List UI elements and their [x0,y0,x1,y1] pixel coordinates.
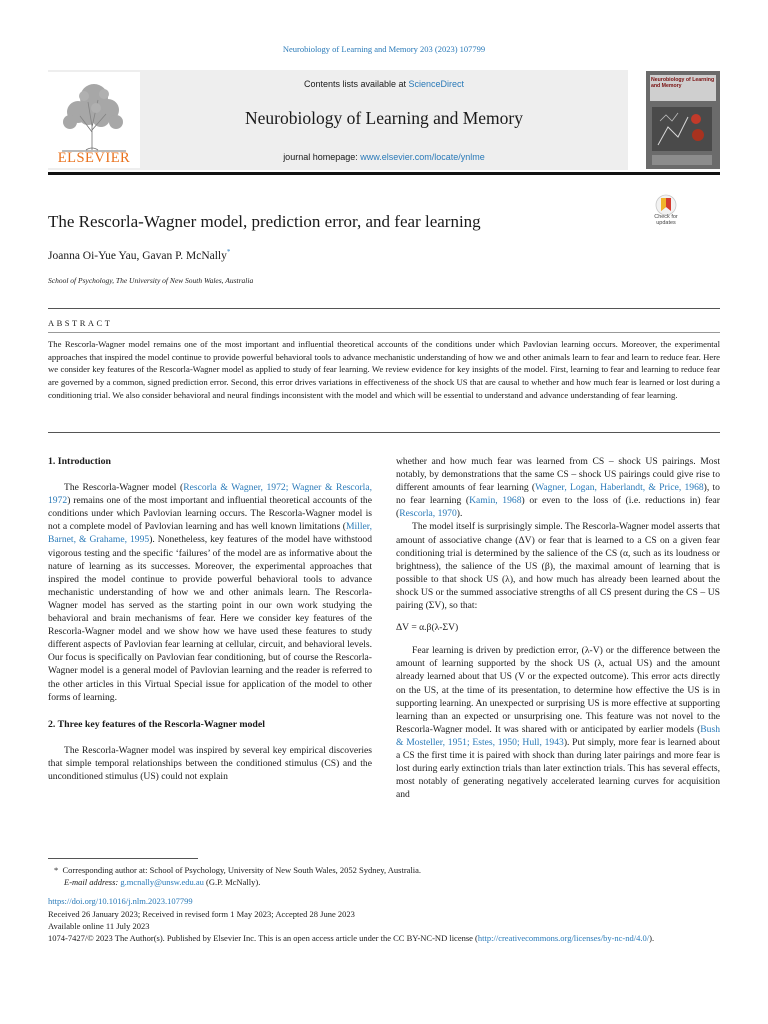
cover-image [652,107,712,151]
license-statement: 1074-7427/© 2023 The Author(s). Published by Elsevier Inc. This is an open access article under the CC BY-NC-ND license (http://creativecommons.org/licenses/by-nc-nd/4.0/). [48,933,655,944]
right-paragraph-2: The model itself is surprisingly simple. The Rescorla-Wagner model asserts that amount of associative change (ΔV) or fear that is learned to a CS on a given fear conditioning trial is determined by the salience of the CS (α, such as its loudness or brightness), the salience of the US (β), the maximal amount of learning that is possible to that shock US (λ), and how much has already been learned about the shock US or the summed associative strengths of all CS present during the CS – US pairing (ΣV), so that: [396,521,720,612]
article-title: The Rescorla-Wagner model, prediction error, and fear learning [48,212,481,231]
rescorla-wagner-equation: ΔV = α.β(λ-ΣV) [396,622,459,634]
abstract-rule-top [48,308,720,309]
received-dates: Received 26 January 2023; Received in revised form 1 May 2023; Accepted 28 June 2023 [48,908,355,919]
footnote-mark: * [54,865,59,875]
ref-bush-estes-hull[interactable]: Bush & Mosteller, 1951; Estes, 1950; Hull, 1943 [396,723,720,748]
right-paragraph-1: whether and how much fear was learned from CS – shock US pairings. Most notably, by demonstrations that the same CS – shock US pairings could give rise to different amounts of fear learning (Wagner, Logan, Haberlandt, & Price, 1968), to no fear learning (Kamin, 1968) or even to the loss of (i.e. reductions in) fear (Rescorla, 1970). [396,456,720,520]
badge-line-2: updates [656,220,676,226]
right-column [396,455,720,801]
cc-license-link[interactable]: http://creativecommons.org/licenses/by-nc-nd/4.0/ [477,933,650,944]
doi-link[interactable]: https://doi.org/10.1016/j.nlm.2023.107799 [48,896,193,907]
section-2-heading: 2. Three key features of the Rescorla-Wagner model [48,718,265,730]
email-line: E-mail address: g.mcnally@unsw.edu.au (G.P. McNally). [64,877,261,888]
badge-line-1: Check for [654,214,678,220]
abstract-rule-bottom [48,432,720,433]
corresponding-author-mark[interactable]: * [226,248,231,256]
header-rule [48,172,720,175]
ref-wagner-1968[interactable]: Wagner, Logan, Haberlandt, & Price, 1968 [535,482,704,494]
contents-line [140,79,628,89]
ref-kamin-1968[interactable]: Kamin, 1968 [469,495,522,507]
journal-homepage-link[interactable]: www.elsevier.com/locate/ynlme [360,152,485,162]
cover-title: Neurobiology of Learning and Memory [651,77,715,89]
journal-homepage-line [140,152,628,162]
check-for-updates-badge[interactable] [646,194,686,228]
elsevier-wordmark: ELSEVIER [57,150,131,166]
cover-footer-strip [652,155,712,165]
journal-title[interactable]: Neurobiology of Learning and Memory [245,108,523,128]
homepage-prefix: journal homepage: [283,152,361,162]
intro-paragraph: The Rescorla-Wagner model (Rescorla & Wagner, 1972; Wagner & Rescorla, 1972) remains one of the most important and influential theoretical accounts of the conditions under which Pavlovian learning occurs. The Rescorla-Wagner model is not a complete model of Pavlovian learning and has well known limitations (Miller, Barnet, & Grahame, 1995). Nonetheless, key features of the model have withstood vigorous testing and the specific ‘failures’ of the model are as informative about the nature of learning as its successes. Moreover, the experimental approaches that inspired the model continue to provide powerful behavioral tools to advance mechanistic understanding of how we and other animals learn. The Rescorla-Wagner model has served as the starting point in our own work studying the behavioral and brain mechanisms of fear. Here we consider key features of the Rescorla-Wagner model and we show how we have used these features to study different aspects of Pavlovian fear learning at cellular, circuit, and behavioral levels. Our focus is specifically on Pavlovian fear conditioning, but of course the Rescorla-Wagner model is a general model of Pavlovian learning and the reader is referred to the other articles in this Virtual Special issue for application of the model to other forms of learning. [48,482,373,703]
abstract-heading: ABSTRACT [48,318,113,328]
ref-rescorla-1970[interactable]: Rescorla, 1970 [399,508,457,520]
author-email-link[interactable]: g.mcnally@unsw.edu.au [120,877,204,888]
left-column [48,455,372,783]
available-online: Available online 11 July 2023 [48,920,150,931]
sciencedirect-link[interactable]: ScienceDirect [408,79,465,89]
contents-prefix: Contents lists available at [303,79,409,89]
footnote-rule [48,858,198,859]
section-2-paragraph: The Rescorla-Wagner model was inspired by several key empirical discoveries that simple temporal relationships between the conditioned stimulus (CS) and the unconditioned stimulus (US) could not explain [48,744,372,782]
abstract-heading-rule [48,332,720,333]
cover-art-icon [652,107,712,151]
section-1-heading: 1. Introduction [48,456,111,467]
ref-miller-1995[interactable]: Miller, Barnet, & Grahame, 1995 [48,521,372,546]
affiliation: School of Psychology, The University of New South Wales, Australia [48,276,254,285]
right-paragraph-3: Fear learning is driven by prediction error, (λ-V) or the difference between the amount of learning supported by the shock US (λ, actual US) and the amount already learned about that US (V or the expected outcome). This error acts directly on the US, at the time of its presentation, to determine how effective the US is in supporting learning. An unexpected or surprising US is more effective at supporting learning than an expected or unsurprising one. This feature was not novel to the Rescorla-Wagner model. It was shared with or anticipated by earlier models (Bush & Mosteller, 1951; Estes, 1950; Hull, 1943). Put simply, more fear is learned about a CS the first time it is paired with shock than during later pairings and more fear is lost during early extinction trials than later extinction trials. This has several effects, most notably of generating negatively accelerated learning curves for acquisition and [396,645,720,801]
authors-text: Joanna Oi-Yue Yau, Gavan P. McNally [48,249,227,262]
corresponding-author-note: * Corresponding author at: School of Psychology, University of New South Wales, 2052 Sydney, Australia. [54,865,422,875]
bookmark-icon [646,194,686,216]
journal-cover-thumbnail[interactable] [646,71,720,169]
ref-rescorla-wagner-1972[interactable]: Rescorla & Wagner, 1972; Wagner & Rescorla, 1972 [48,482,373,507]
journal-citation-link[interactable]: Neurobiology of Learning and Memory 203 (2023) 107799 [282,44,486,54]
footnotes [48,864,720,944]
elsevier-logo[interactable] [48,72,140,168]
author-list [48,248,230,262]
abstract-text: The Rescorla-Wagner model remains one of the most important and influential theoretical accounts of the conditions under which Pavlovian learning occurs. Moreover, the experimental approaches that inspired the model continue to provide powerful behavioral tools to advance mechanistic understanding of how we and other animals learn to fear and learn to reduce fear. Here we consider key features of the Rescorla-Wagner model as applied to study of fear learning. We review evidence for key insights of the model. First, learning to fear and learning to reduce fear are governed by a common, signed prediction error. Second, this error drives variations in effectiveness of the shock US that are causal to whether and how much fear is learned or lost during a conditioning trial. We also consider behavioral and neural findings inconsistent with the model and which will be essential to understand and advance understanding of fear learning. [48,339,720,400]
